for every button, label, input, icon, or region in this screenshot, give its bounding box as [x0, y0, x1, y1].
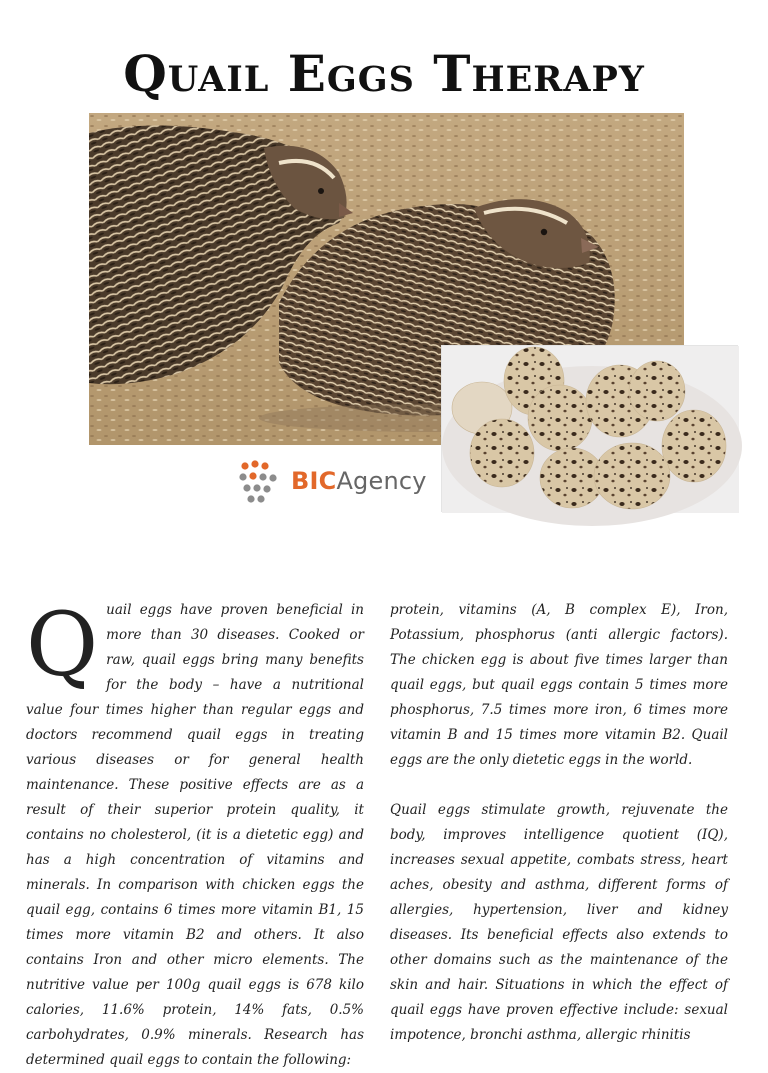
logo-dots-icon — [237, 456, 287, 506]
article-paragraph-1: uail eggs have proven beneficial in more than 30 diseases. Cooked or raw, quail eggs bring many benefits for the body – have a nutritional value four times higher than regular eggs and doctors recommend quail eggs in treating various diseases or for general health maintenance. These positive effects are as a result of their superior protein quality, it contains no cholesterol, (it is a dietetic egg) and has a high concentration of vitamins and minerals. In comparison with chicken eggs the quail egg, contains 6 times more vitamin B1, 15 times more vitamin B2 and others. It also contains Iron and other micro elements. The nutritive value per 100g quail eggs is 678 kilo calories, 11.6% protein, 14% fats, 0.5% carbohydrates, 0.9% minerals. Research has determined quail eggs to contain the following: — [26, 602, 364, 1068]
page-title: Quail Eggs Therapy — [123, 44, 645, 103]
drop-cap: Q — [26, 593, 99, 696]
article-paragraph-2: Quail eggs stimulate growth, rejuvenate the body, improves intelligence quotient (IQ), increases sexual appetite, combats stress, heart aches, obesity and asthma, different forms of allergies, hypertension, liver and kidney diseases. Its beneficial effects also extends to other domains such as the maintenance of the skin and hair. Situations in which the effect of quail eggs have proven effective include: sexual impotence, bronchi asthma, allergic rhinitis — [390, 802, 728, 1043]
article-paragraph-continued: protein, vitamins (A, B complex E), Iron, Potassium, phosphorus (anti allergic factors). The chicken egg is about five times larger than quail eggs, but quail eggs contain 5 times more phosphorus, 7.5 times more iron, 6 times more vitamin B and 15 times more vitamin B2. Quail eggs are the only dietetic eggs in the world. — [390, 602, 728, 768]
article-column-right — [390, 598, 728, 1073]
article-column-left — [26, 593, 364, 1073]
quail-eggs-photo — [441, 345, 738, 512]
bicagency-logo — [237, 455, 437, 507]
logo-wordmark: BICAgency — [291, 467, 427, 495]
